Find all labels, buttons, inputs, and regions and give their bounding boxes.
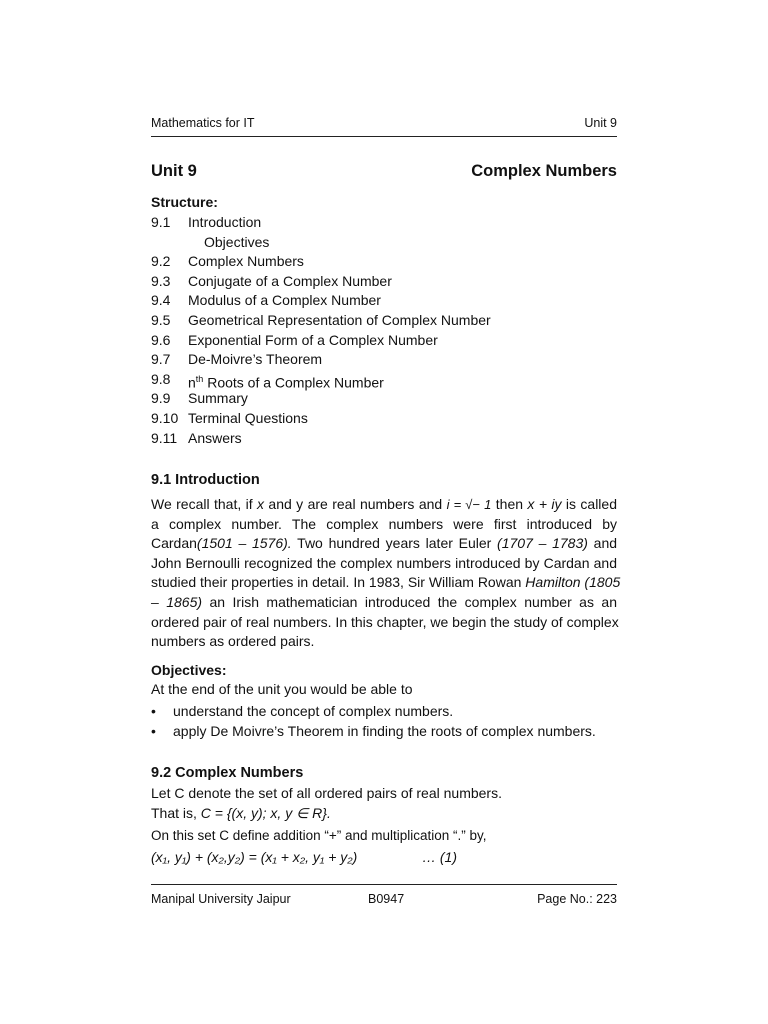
- toc-item: 9.3 Conjugate of a Complex Number: [151, 272, 392, 289]
- running-header: [151, 116, 617, 136]
- list-item: • understand the concept of complex numbers.: [151, 703, 454, 719]
- introduction-paragraph: We recall that, if x and y are real numbers and i = √− 1 then x + iy is called a complex number. The complex numbers were first introduced by Cardan(1501 – 1576). Two hundred years later Euler (1707 – 1783) and John Bernoulli recognized the complex numbers introduced by Cardan and studied their properties in detail. In 1983, Sir William Rowan Hamilton (1805 – 1865) an Irish mathematician introduced the complex number as an ordered pair of real numbers. In this chapter, we begin the study of complex numbers as ordered pairs.: [151, 496, 621, 650]
- unit-name: Complex Numbers: [471, 162, 617, 180]
- equation-1: (x₁, y₁) + (x₂,y₂) = (x₁ + x₂, y₁ + y₂) … (1): [151, 849, 457, 865]
- objectives-intro: At the end of the unit you would be able to: [151, 681, 413, 697]
- toc-item: 9.4 Modulus of a Complex Number: [151, 292, 381, 309]
- header-unit-label: Unit 9: [584, 116, 617, 130]
- toc-item: 9.6 Exponential Form of a Complex Number: [151, 331, 438, 348]
- bullet-icon: •: [151, 703, 156, 719]
- set-definition: That is, C = {(x, y); x, y ∈ R}.: [151, 805, 331, 821]
- running-footer: [151, 892, 617, 910]
- footer-page-number: Page No.: 223: [537, 892, 617, 906]
- toc-item: 9.7 De-Moivre’s Theorem: [151, 351, 323, 368]
- footer-university: Manipal University Jaipur: [151, 892, 291, 906]
- header-rule: [151, 136, 617, 137]
- header-course-title: Mathematics for IT: [151, 116, 255, 130]
- structure-list: [151, 213, 617, 448]
- toc-item: 9.11 Answers: [151, 429, 242, 446]
- footer-rule: [151, 884, 617, 885]
- toc-item: 9.2 Complex Numbers: [151, 253, 304, 270]
- unit-title: [151, 162, 617, 181]
- toc-item: 9.1 Introduction: [151, 214, 262, 230]
- toc-item: 9.5 Geometrical Representation of Complex Number: [151, 311, 491, 328]
- bullet-icon: •: [151, 723, 156, 739]
- list-item: • apply De Moivre’s Theorem in finding the roots of complex numbers.: [151, 723, 596, 739]
- section-heading-introduction: 9.1 Introduction: [151, 472, 260, 488]
- document-page: [151, 0, 621, 1024]
- objectives-heading: Objectives:: [151, 662, 227, 678]
- objectives-list: [151, 701, 617, 741]
- unit-number: Unit 9: [151, 162, 197, 180]
- toc-item: Objectives: [204, 233, 270, 250]
- definition-line: Let C denote the set of all ordered pairs of real numbers.: [151, 785, 502, 801]
- footer-course-code: B0947: [368, 892, 405, 906]
- section-heading-complex-numbers: 9.2 Complex Numbers: [151, 765, 304, 781]
- toc-item: 9.10 Terminal Questions: [151, 409, 308, 426]
- operations-definition: On this set C define addition “+” and multiplication “.” by,: [151, 828, 487, 843]
- toc-item: 9.9 Summary: [151, 390, 248, 407]
- toc-item: 9.8 $n^{th}$ Roots of a Complex Number: [151, 370, 384, 391]
- structure-heading: Structure:: [151, 194, 218, 210]
- equation-number: … (1): [422, 849, 457, 865]
